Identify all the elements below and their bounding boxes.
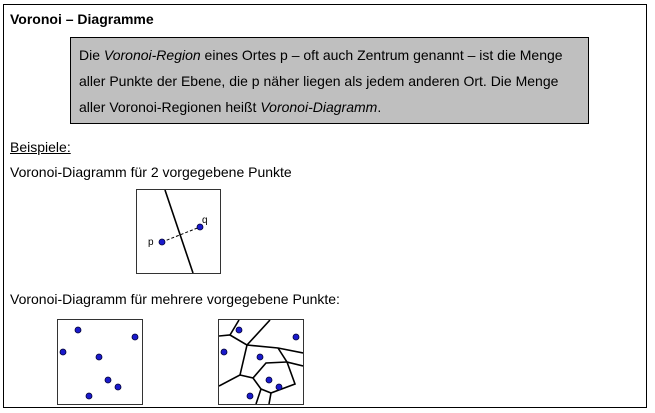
definition-term-diagram: Voronoi-Diagramm [260,99,378,115]
multi-point-set [57,319,143,405]
point-p-label: p [148,237,154,248]
voronoi-edge [247,320,270,345]
site [266,377,272,383]
multi-point-set-svg [58,320,142,404]
example-1-label: Voronoi-Diagramm für 2 vorgegebene Punkte [10,164,292,180]
bisector-line [165,190,193,273]
voronoi-edge [253,362,287,378]
two-point-diagram [136,189,221,274]
definition-text-3: . [377,99,382,115]
voronoi-edge [269,362,295,404]
point [115,384,121,390]
definition-term-region: Voronoi-Region [103,47,201,63]
point [60,349,66,355]
voronoi-diagram-svg [219,320,303,404]
definition-box [70,37,589,124]
page-title: Voronoi – Diagramme [10,11,154,27]
voronoi-edge [240,375,261,404]
site [257,354,263,360]
voronoi-edge [247,345,303,353]
site [293,334,299,340]
point-q-label: q [202,215,208,226]
site [236,327,242,333]
point [132,334,138,340]
voronoi-diagram [218,319,304,405]
voronoi-edge [219,335,247,386]
definition-text-1: Die [79,47,104,63]
examples-heading: Beispiele: [10,139,71,155]
point [75,327,81,333]
site [221,349,227,355]
example-2-label: Voronoi-Diagramm für mehrere vorgegebene Punkte: [10,291,340,307]
point [105,377,111,383]
definition-text-2: eines Ortes p – oft auch Zentrum genannt – ist die Menge aller Punkte der Ebene, die p näher liegen als jedem anderen Ort. Die Menge aller Voronoi-Regionen heißt [79,47,563,115]
point [96,354,102,360]
site [276,384,282,390]
point-p [159,239,165,245]
point [86,393,92,399]
two-point-diagram-svg [137,190,220,273]
voronoi-edge [261,389,271,393]
voronoi-edges [219,320,303,404]
site [247,393,253,399]
